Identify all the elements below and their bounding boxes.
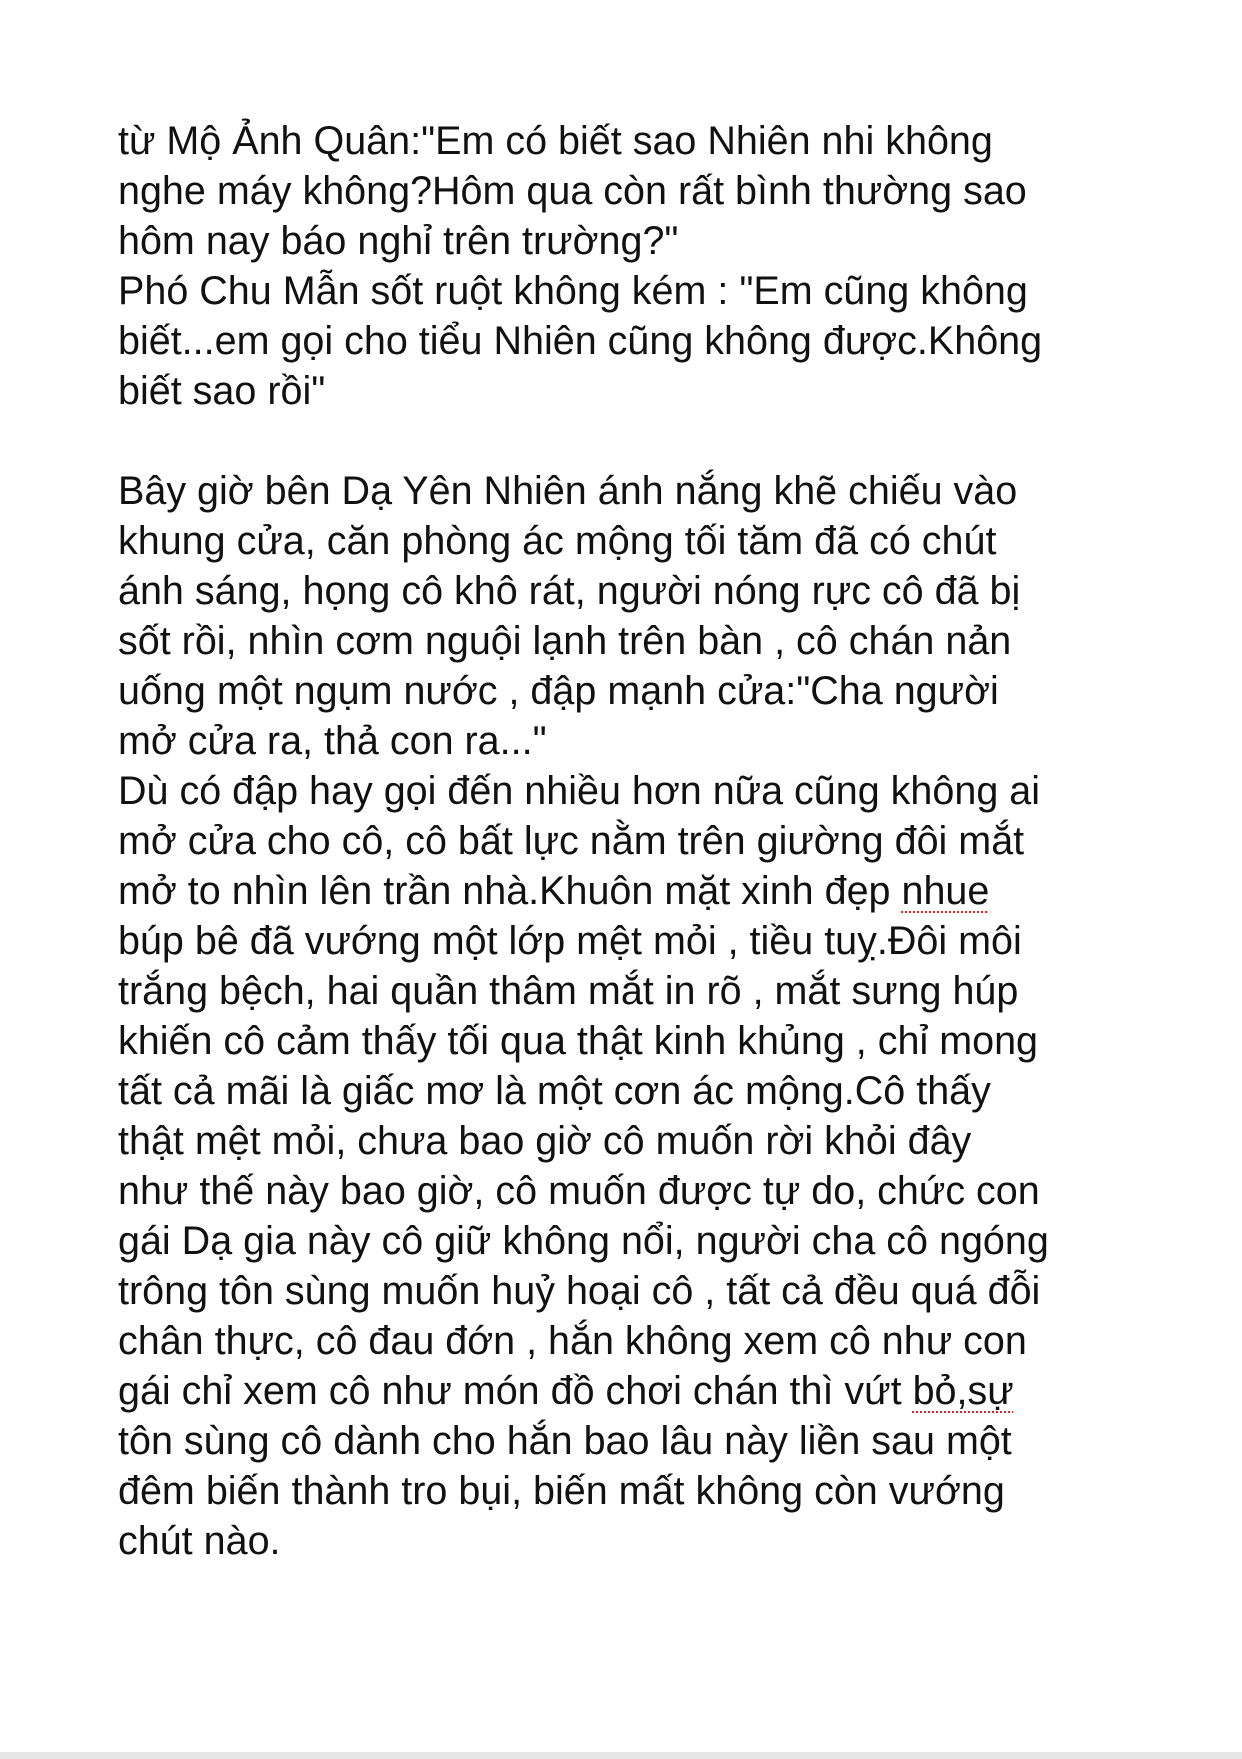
text-line: hôm nay báo nghỉ trên trường?" (118, 219, 679, 263)
text-line: tôn sùng cô dành cho hắn bao lâu này liền sau một (118, 1419, 1012, 1463)
spellcheck-flagged-word[interactable]: bỏ,sự (912, 1369, 1014, 1413)
text-line: Phó Chu Mẫn sốt ruột không kém : "Em cũng không (118, 269, 1028, 313)
text-line: mở cửa cho cô, cô bất lực nằm trên giường đôi mắt (118, 819, 1025, 863)
blank-line (118, 416, 1158, 466)
text-line: nghe máy không?Hôm qua còn rất bình thường sao (118, 169, 1027, 213)
text-line: mở to nhìn lên trần nhà.Khuôn mặt xinh đẹp nhue (118, 869, 990, 913)
text-line: từ Mộ Ảnh Quân:"Em có biết sao Nhiên nhi không (118, 119, 993, 163)
document-body (118, 116, 1158, 1566)
page-bottom-edge (0, 1752, 1242, 1759)
paragraph (118, 766, 1158, 1566)
text-line: trắng bệch, hai quần thâm mắt in rõ , mắt sưng húp (118, 969, 1019, 1013)
paragraph (118, 266, 1158, 416)
text-line: chút nào. (118, 1519, 281, 1563)
spellcheck-flagged-word[interactable]: nhue (901, 869, 990, 913)
text-line: biết sao rồi" (118, 369, 326, 413)
text-line: thật mệt mỏi, chưa bao giờ cô muốn rời khỏi đây (118, 1119, 972, 1163)
text-line: gái Dạ gia này cô giữ không nổi, người cha cô ngóng (118, 1219, 1049, 1263)
text-line: gái chỉ xem cô như món đồ chơi chán thì vứt bỏ,sự (118, 1369, 1014, 1413)
text-line: Bây giờ bên Dạ Yên Nhiên ánh nắng khẽ chiếu vào (118, 469, 1018, 513)
text-line: ánh sáng, họng cô khô rát, người nóng rực cô đã bị (118, 569, 1021, 613)
text-line: uống một ngụm nước , đập mạnh cửa:"Cha người (118, 669, 999, 713)
text-line: búp bê đã vướng một lớp mệt mỏi , tiều tuỵ.Đôi môi (118, 919, 1022, 963)
text-line: tất cả mãi là giấc mơ là một cơn ác mộng.Cô thấy (118, 1069, 991, 1113)
text-line: khung cửa, căn phòng ác mộng tối tăm đã có chút (118, 519, 997, 563)
text-line: mở cửa ra, thả con ra..." (118, 719, 547, 763)
text-line: khiến cô cảm thấy tối qua thật kinh khủng , chỉ mong (118, 1019, 1039, 1063)
text-line: đêm biến thành tro bụi, biến mất không còn vướng (118, 1469, 1005, 1513)
text-line: sốt rồi, nhìn cơm nguội lạnh trên bàn , cô chán nản (118, 619, 1012, 663)
paragraph (118, 116, 1158, 266)
text-line: biết...em gọi cho tiểu Nhiên cũng không được.Không (118, 319, 1043, 363)
text-line: như thế này bao giờ, cô muốn được tự do, chức con (118, 1169, 1040, 1213)
text-line: trông tôn sùng muốn huỷ hoại cô , tất cả đều quá đỗi (118, 1269, 1041, 1313)
text-line: chân thực, cô đau đớn , hắn không xem cô như con (118, 1319, 1027, 1363)
text-line: Dù có đập hay gọi đến nhiều hơn nữa cũng không ai (118, 769, 1041, 813)
paragraph (118, 466, 1158, 766)
